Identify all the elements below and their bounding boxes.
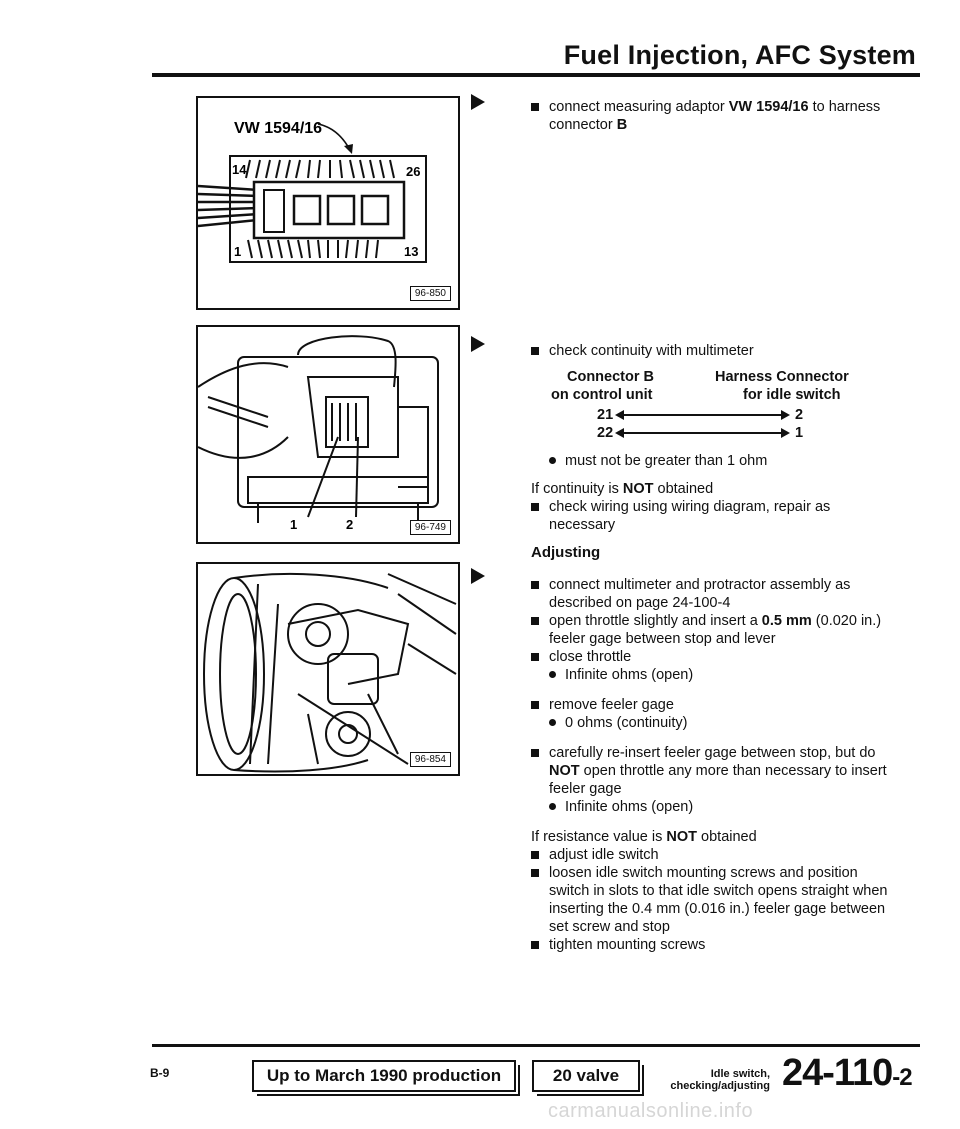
pointer-arrow-icon <box>471 94 485 110</box>
pin-continuity-table <box>531 368 891 452</box>
figure-throttle-body <box>196 562 460 776</box>
pointer-arrow-icon <box>471 336 485 352</box>
bullet-item: adjust idle switch <box>531 846 891 864</box>
pin-label-1: 1 <box>290 517 298 532</box>
page-title: Fuel Injection, AFC System <box>563 40 916 70</box>
arrow-right-icon <box>781 410 790 420</box>
row-from: 21 <box>597 407 614 423</box>
pin-label-14: 14 <box>232 162 247 177</box>
col1-sub: on control unit <box>551 387 653 403</box>
connector-illustration <box>198 98 458 308</box>
bullet-item: check continuity with multimeter <box>531 342 891 360</box>
bullet-item: open throttle slightly and insert a 0.5 mm (0.020 in.) feeler gage between stop and lever <box>531 612 891 648</box>
adjusting-section <box>531 544 891 954</box>
bullet-item: close throttle <box>531 648 891 666</box>
bullet-item: tighten mounting screws <box>531 936 891 954</box>
result-item: Infinite ohms (open) <box>531 666 891 684</box>
harness-illustration <box>198 327 458 542</box>
col1-head: Connector B <box>567 369 654 385</box>
bullet-item: remove feeler gage <box>531 696 891 714</box>
header-rule <box>152 73 920 77</box>
pin-label-13: 13 <box>404 244 419 259</box>
figure-code: 96-854 <box>410 752 451 767</box>
arrow-left-icon <box>615 428 624 438</box>
col2-head: Harness Connector <box>715 369 849 385</box>
arrow-line <box>617 414 783 416</box>
arrow-right-icon <box>781 428 790 438</box>
pin-label-1: 1 <box>234 244 242 259</box>
pointer-arrow-icon <box>471 568 485 584</box>
watermark: carmanualsonline.info <box>548 1100 754 1122</box>
result-item: 0 ohms (continuity) <box>531 714 891 732</box>
continuity-condition: If continuity is NOT obtained <box>531 481 714 497</box>
figure-code: 96-850 <box>410 286 451 301</box>
result-item: must not be greater than 1 ohm <box>531 452 891 470</box>
result-item: Infinite ohms (open) <box>531 798 891 816</box>
figure-code: 96-749 <box>410 520 451 535</box>
bullet-item: check wiring using wiring diagram, repair as necessary <box>531 498 891 534</box>
page-number: 24-110-2 <box>782 1052 912 1094</box>
bullet-item: connect measuring adaptor VW 1594/16 to harness connector B <box>531 98 891 134</box>
arrow-left-icon <box>615 410 624 420</box>
figure-harness-connector <box>196 325 460 544</box>
pin-label-2: 2 <box>346 517 354 532</box>
tool-label: VW 1594/16 <box>234 120 323 137</box>
step-check-continuity <box>531 342 891 534</box>
pin-label-26: 26 <box>406 164 421 179</box>
footer-rule <box>152 1044 920 1047</box>
figure-connector-adaptor <box>196 96 460 310</box>
step-connect-adaptor <box>531 98 891 134</box>
arrow-line <box>617 432 783 434</box>
throttle-illustration <box>198 564 458 774</box>
resistance-condition: If resistance value is NOT obtained <box>531 829 757 845</box>
row-to: 2 <box>795 407 804 423</box>
row-from: 22 <box>597 425 614 441</box>
section-heading: Adjusting <box>531 544 601 561</box>
row-to: 1 <box>795 425 804 441</box>
col2-sub: for idle switch <box>743 387 841 403</box>
page-id: B-9 <box>150 1066 170 1080</box>
valve-box: 20 valve <box>532 1060 640 1092</box>
bullet-item: loosen idle switch mounting screws and position switch in slots to that idle switch opens straight when inserting the 0.4 mm (0.016 in.) feeler gage between set screw and stop <box>531 864 891 936</box>
bullet-item: carefully re-insert feeler gage between stop, but do NOT open throttle any more than necessary to insert feeler gage <box>531 744 891 798</box>
production-box: Up to March 1990 production <box>252 1060 516 1092</box>
bullet-item: connect multimeter and protractor assembly as described on page 24-100-4 <box>531 576 891 612</box>
topic-label: Idle switch, checking/adjusting <box>670 1068 770 1092</box>
